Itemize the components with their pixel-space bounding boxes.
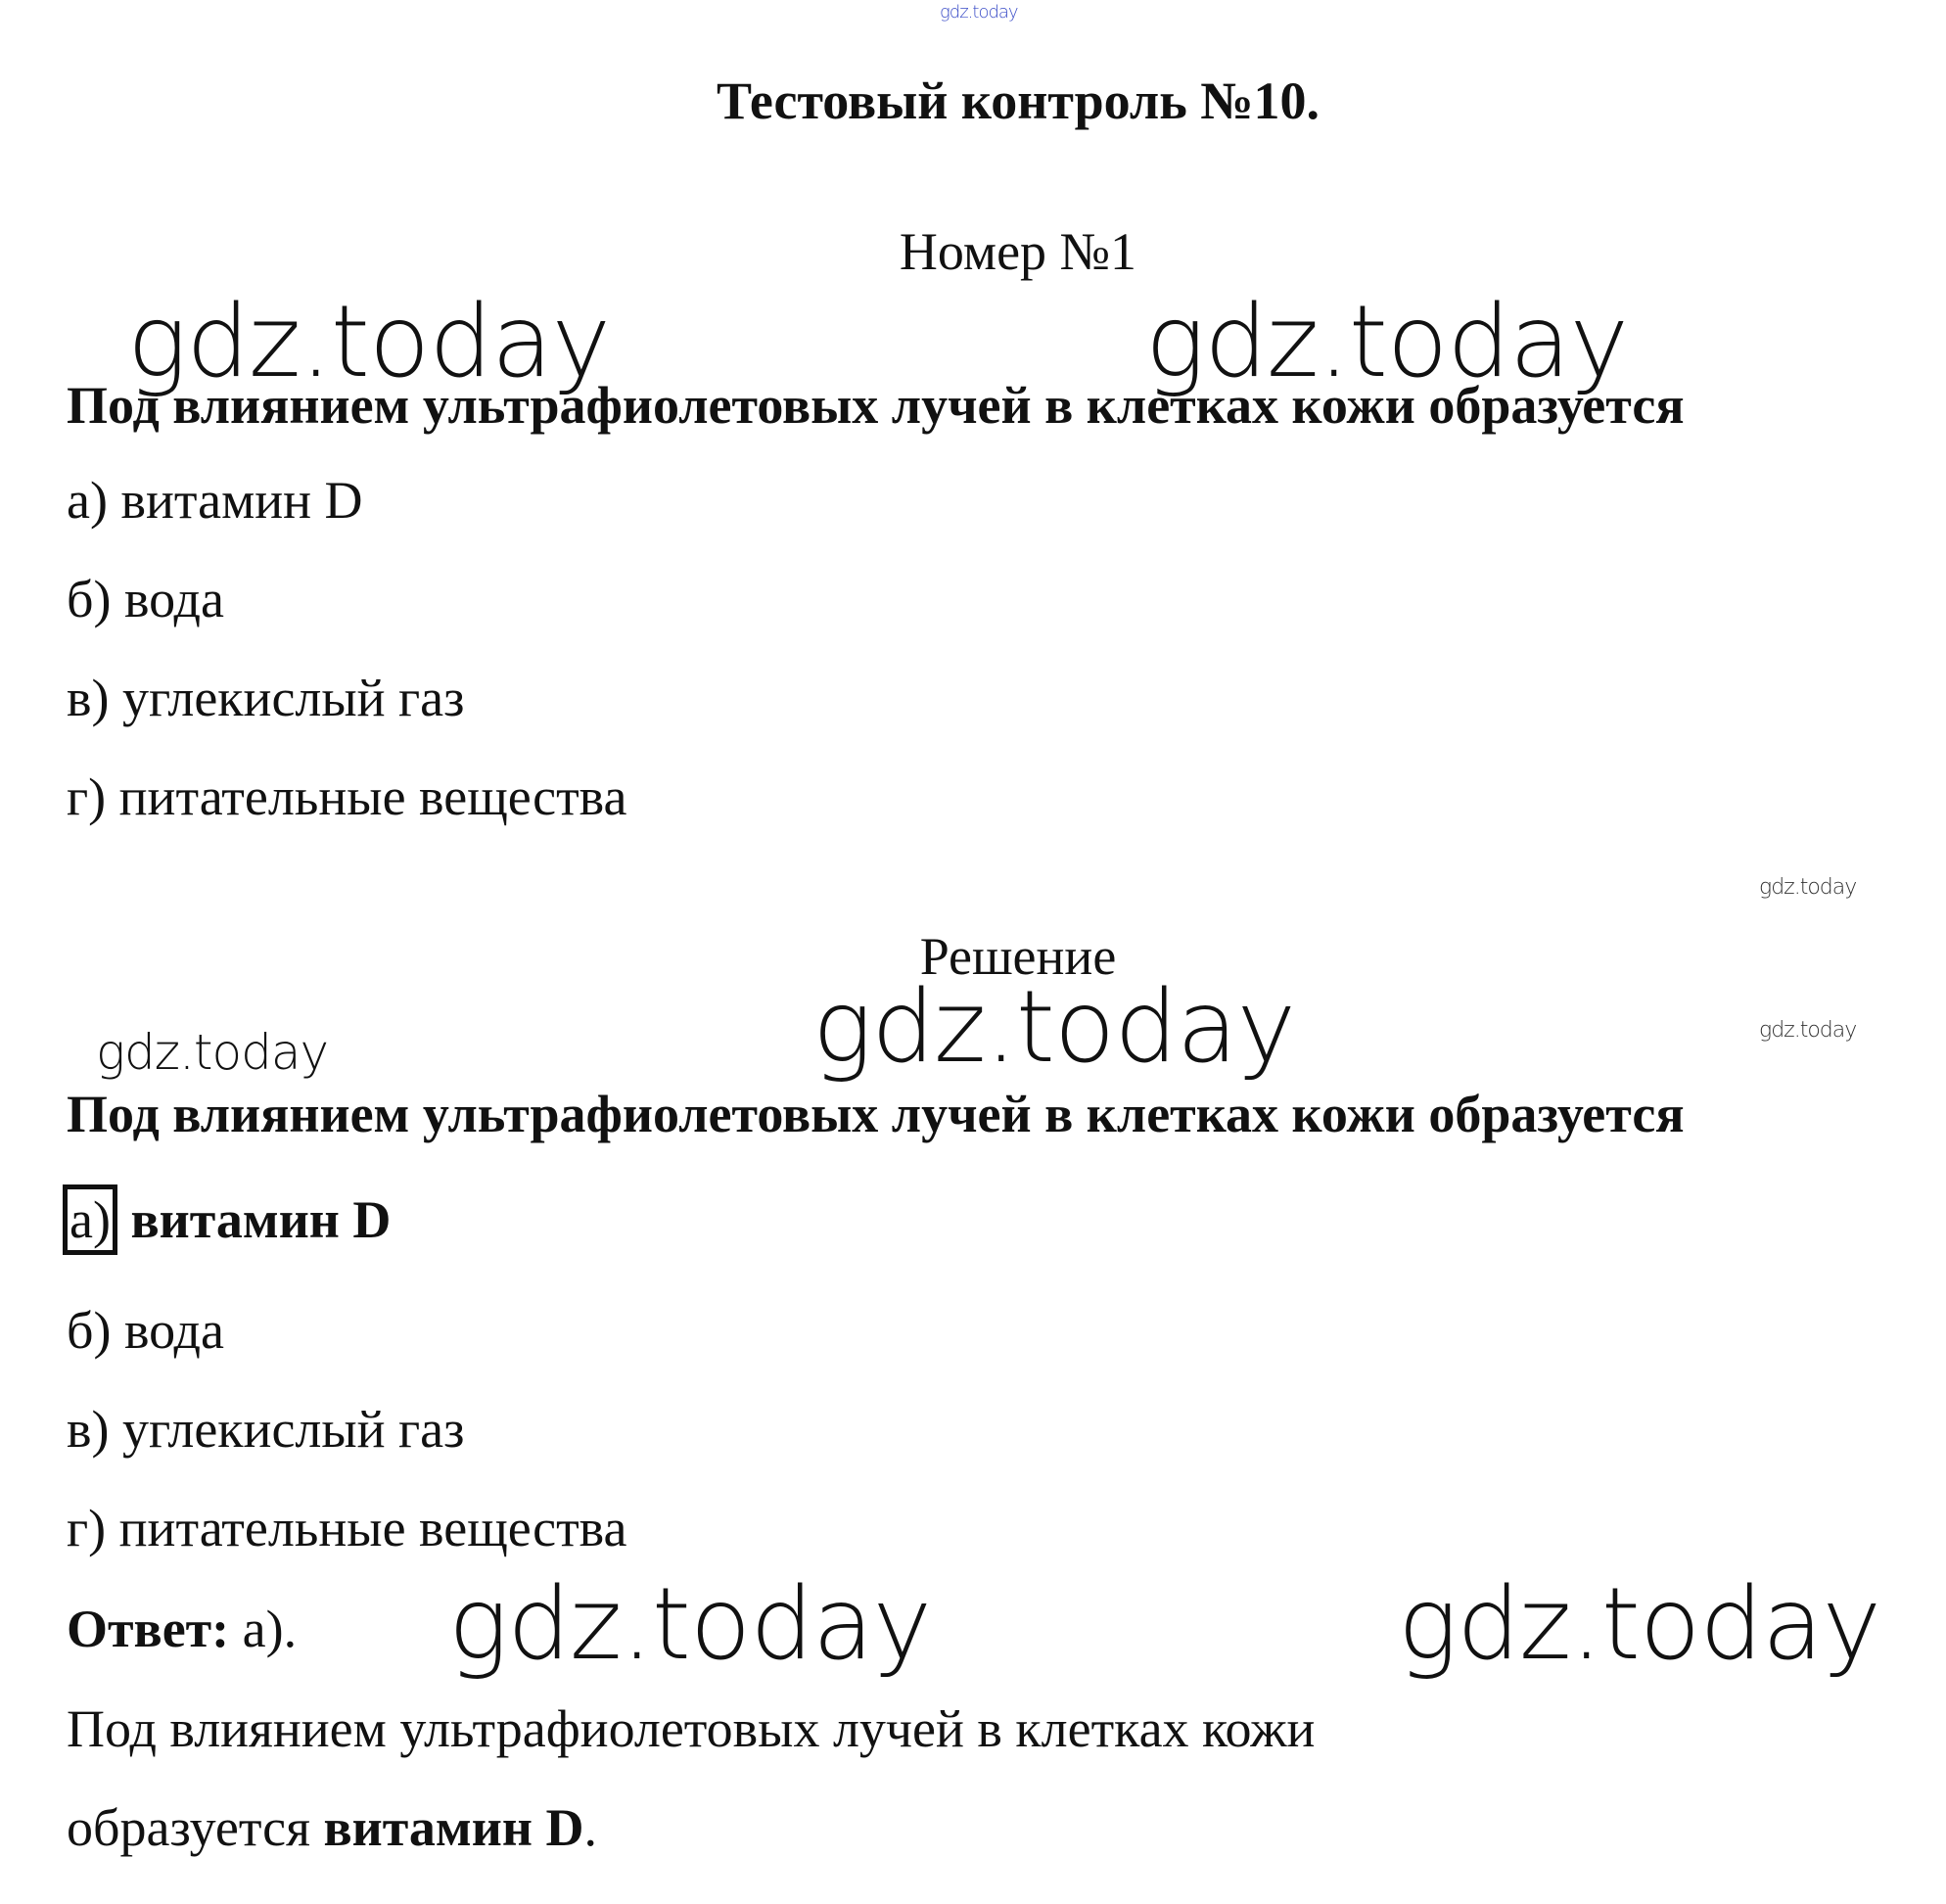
solution-option-a-selected (67, 1184, 391, 1255)
page-title: Тестовый контроль №10. (716, 71, 1320, 130)
option-a (67, 470, 363, 531)
option-d (67, 766, 626, 827)
explanation-line-1: Под влиянием ультрафиолетовых лучей в клетках кожи (67, 1699, 1316, 1758)
option-text: витамин D (116, 1190, 392, 1249)
answer-value: а). (229, 1600, 298, 1658)
selected-answer-box: а) (63, 1184, 117, 1255)
option-letter: б) (67, 1301, 112, 1360)
solution-option-d (67, 1498, 626, 1558)
option-letter: б) (67, 570, 112, 628)
option-text: углекислый газ (109, 669, 465, 727)
option-letter: в) (67, 1400, 110, 1459)
option-text: питательные вещества (106, 1499, 627, 1557)
solution-heading: Решение (919, 927, 1117, 986)
watermark-large: gdz.today (127, 284, 610, 400)
watermark-large: gdz.today (1145, 284, 1628, 400)
number-heading: Номер №1 (899, 222, 1137, 281)
watermark-small: gdz.today (1759, 1018, 1857, 1043)
option-c (67, 668, 464, 728)
option-letter: в) (67, 669, 110, 727)
watermark-large: gdz.today (812, 969, 1295, 1086)
solution-question-text: Под влиянием ультрафиолетовых лучей в клетках кожи образуется (67, 1085, 1685, 1143)
question-text: Под влиянием ультрафиолетовых лучей в клетках кожи образуется (67, 376, 1685, 435)
watermark-large: gdz.today (448, 1566, 931, 1683)
explanation-suffix: . (583, 1798, 597, 1857)
option-text: питательные вещества (106, 767, 627, 826)
option-text: углекислый газ (109, 1400, 465, 1459)
solution-option-c (67, 1399, 464, 1460)
watermark-top: gdz.today (940, 2, 1018, 23)
watermark-small: gdz.today (1759, 875, 1857, 900)
option-text: вода (111, 570, 224, 628)
explanation-prefix: образуется (67, 1798, 324, 1857)
answer-line (67, 1599, 297, 1659)
option-text: витамин D (107, 471, 363, 530)
solution-option-b (67, 1300, 224, 1361)
option-letter: г) (67, 1499, 107, 1557)
option-text: вода (111, 1301, 224, 1360)
option-letter: а) (67, 471, 108, 530)
explanation-bold: витамин D (323, 1798, 584, 1857)
option-letter: г) (67, 767, 107, 826)
watermark-medium: gdz.today (96, 1024, 329, 1081)
explanation-line-2 (67, 1797, 597, 1858)
watermark-large: gdz.today (1398, 1566, 1880, 1683)
answer-label: Ответ: (67, 1600, 230, 1658)
option-b (67, 569, 224, 629)
